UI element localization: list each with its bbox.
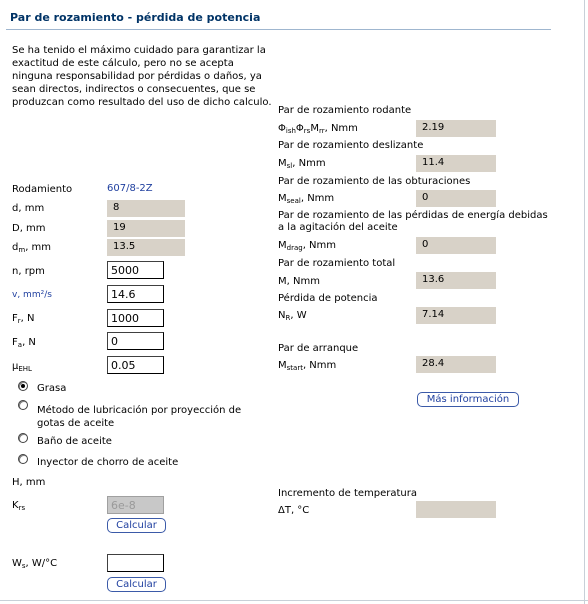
power-loss-label: $N_R$, W <box>278 310 307 322</box>
dm-value: 13.5 <box>107 239 185 256</box>
bearing-label: Rodamiento <box>12 184 73 195</box>
total-torque-title: Par de rozamiento total <box>278 258 396 269</box>
power-loss-value: 7.14 <box>416 307 496 324</box>
Fa-input[interactable]: 0 <box>107 332 164 350</box>
total-torque-label: M, Nmm <box>278 276 320 287</box>
starting-torque-label: $M_{start}$, Nmm <box>278 360 337 372</box>
calculate-button-2[interactable]: Calcular <box>107 577 166 592</box>
seal-torque-value: 0 <box>416 190 496 207</box>
Fr-label: $F_r$, N <box>12 313 35 325</box>
rolling-torque-value: 2.19 <box>416 120 496 137</box>
d-value: 8 <box>107 200 185 217</box>
Fr-input[interactable]: 1000 <box>107 309 164 327</box>
rolling-torque-label: $\Phi_{ish}\Phi_{rs}M_{rr}$, Nmm <box>278 123 358 135</box>
temp-increase-title: Incremento de temperatura <box>278 488 418 499</box>
calculate-button[interactable]: Calcular <box>107 518 166 533</box>
drag-torque-title: Par de rozamiento de las pérdidas de energía debidas a la agitación del aceite <box>278 210 548 233</box>
rolling-torque-title: Par de rozamiento rodante <box>278 105 412 116</box>
panel-border <box>584 0 585 604</box>
viscosity-label[interactable]: v, mm²/s <box>12 290 52 300</box>
bearing-designation-link[interactable]: 607/8-2Z <box>107 183 153 194</box>
viscosity-input[interactable]: 14.6 <box>107 285 164 303</box>
drag-torque-value: 0 <box>416 237 496 254</box>
temp-increase-label: ΔT, °C <box>278 505 310 516</box>
radio-oil-mist-label[interactable]: Método de lubricación por proyección de gotas de aceite <box>37 405 242 429</box>
total-torque-value: 13.6 <box>416 272 496 289</box>
sliding-torque-title: Par de rozamiento deslizante <box>278 140 424 151</box>
H-label: H, mm <box>12 477 46 488</box>
radio-oil-bath-label[interactable]: Baño de aceite <box>37 436 112 447</box>
radio-oil-mist[interactable] <box>18 400 28 410</box>
mu-label: $\mu_{EHL}$ <box>12 361 32 373</box>
Ws-input[interactable] <box>107 554 164 572</box>
D-value: 19 <box>107 220 185 237</box>
page-title: Par de rozamiento - pérdida de potencia <box>10 11 261 24</box>
drag-torque-label: $M_{drag}$, Nmm <box>278 240 337 252</box>
dm-label: $d_m$, mm <box>12 242 52 254</box>
Ws-label: $W_s$, W/°C <box>12 558 58 570</box>
radio-oil-bath[interactable] <box>18 433 28 443</box>
radio-oil-jet[interactable] <box>18 454 28 464</box>
radio-grease-label[interactable]: Grasa <box>37 383 67 394</box>
sliding-torque-value: 11.4 <box>416 155 496 172</box>
radio-grease[interactable] <box>18 381 28 391</box>
Krs-input: 6e-8 <box>107 496 164 514</box>
panel-border-bottom <box>0 600 588 601</box>
seal-torque-label: $M_{seal}$, Nmm <box>278 193 335 205</box>
disclaimer-text: Se ha tenido el máximo cuidado para garantizar la exactitud de este cálculo, pero no se acepta ninguna responsabilidad por pérdidas o daños, ya sean directos, indirectos o consecuentes, que se produzcan como resultado del uso de dicho calculo. <box>12 45 272 108</box>
starting-torque-title: Par de arranque <box>278 343 359 354</box>
n-label: n, rpm <box>12 266 45 277</box>
n-input[interactable]: 5000 <box>107 261 164 279</box>
d-label: d, mm <box>12 203 45 214</box>
radio-oil-jet-label[interactable]: Inyector de chorro de aceite <box>37 457 179 468</box>
sliding-torque-label: $M_{sl}$, Nmm <box>278 158 326 170</box>
mu-input[interactable]: 0.05 <box>107 356 164 374</box>
Fa-label: $F_a$, N <box>12 337 36 349</box>
D-label: D, mm <box>12 223 46 234</box>
more-info-button[interactable]: Más información <box>417 392 519 407</box>
radio-selected-dot <box>21 384 25 388</box>
power-loss-title: Pérdida de potencia <box>278 293 378 304</box>
seal-torque-title: Par de rozamiento de las obturaciones <box>278 176 471 187</box>
title-divider <box>6 29 551 30</box>
starting-torque-value: 28.4 <box>416 356 496 373</box>
Krs-label: $K_{rs}$ <box>12 500 26 512</box>
temp-increase-value <box>416 501 496 518</box>
